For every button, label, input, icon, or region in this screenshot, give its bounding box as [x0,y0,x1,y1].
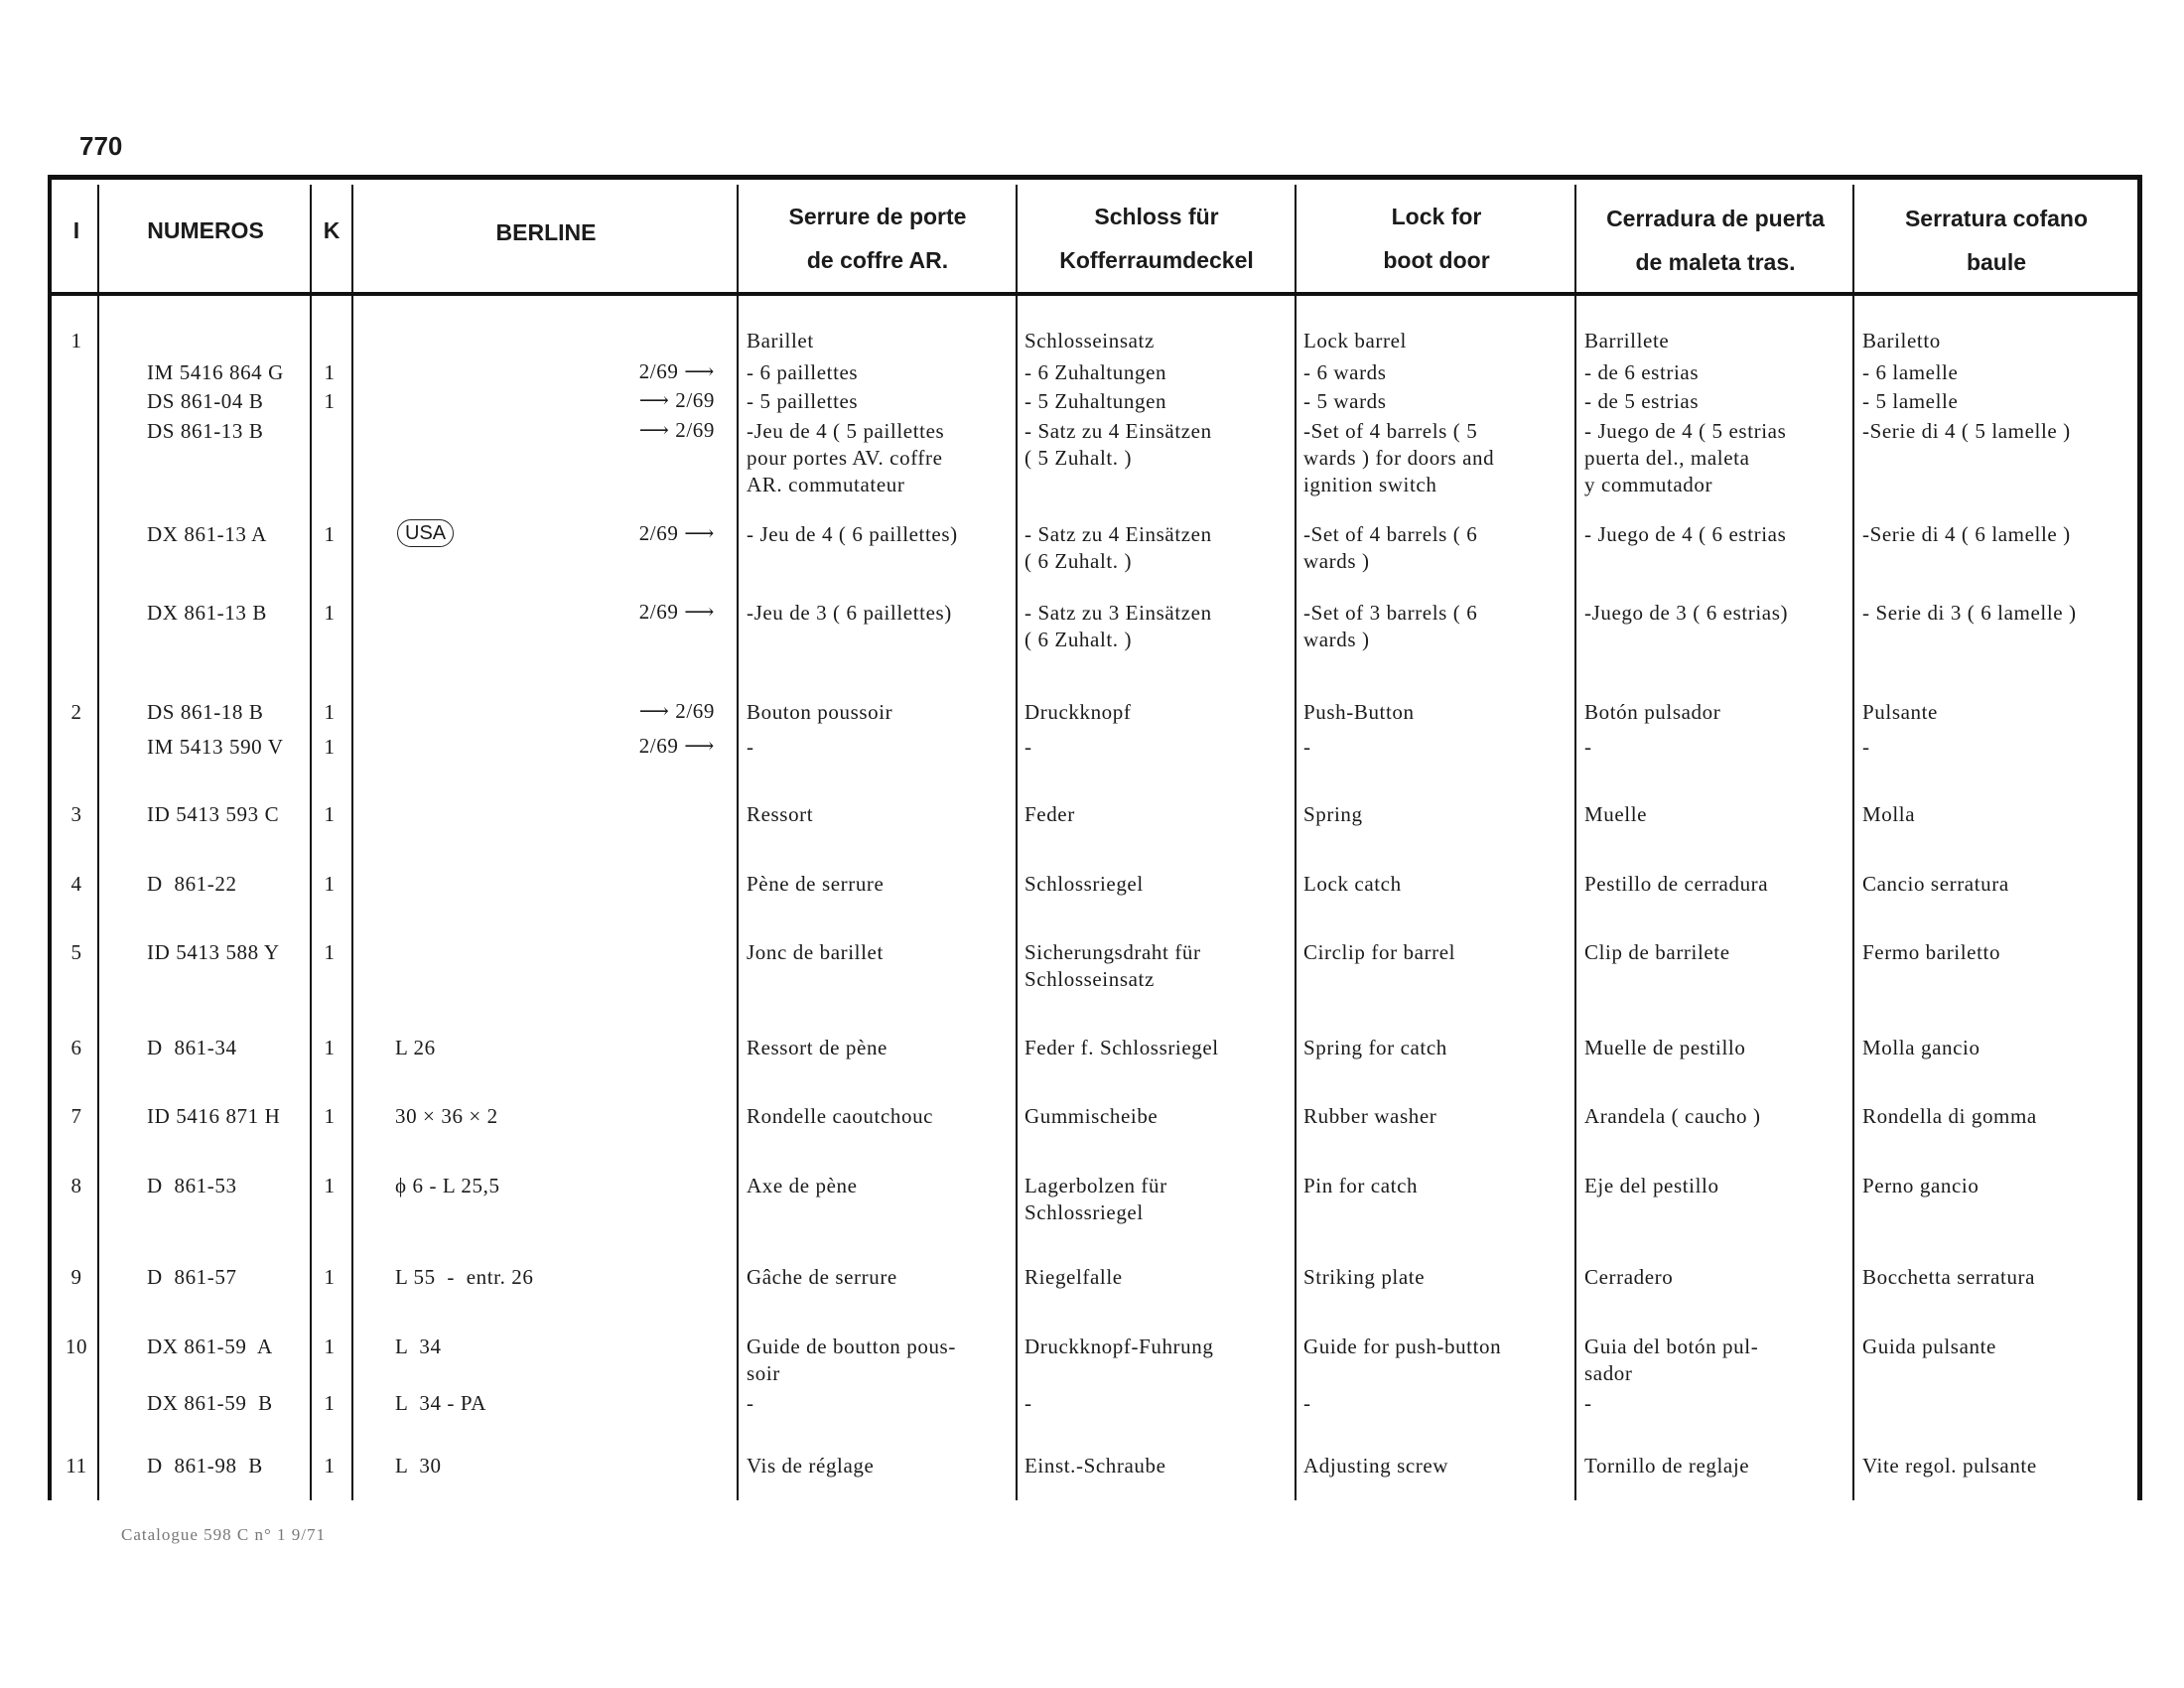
header-spanish-line: de maleta tras. [1635,249,1796,275]
header-english-line: boot door [1383,247,1490,273]
desc-french: Jonc de barillet [747,940,884,964]
desc-italian: - [1862,735,1870,759]
desc-french: Gâche de serrure [747,1265,897,1289]
desc-spanish: Arandela ( caucho ) [1584,1104,1761,1128]
desc-french: Rondelle caoutchouc [747,1104,934,1128]
item-index: 4 [70,872,82,896]
desc-english: - [1303,735,1311,759]
item-index: 2 [70,700,82,724]
header-spanish [1576,197,1854,284]
part-number: DX 861-13 A [147,522,267,546]
desc-german: - Satz zu 4 Einsätzen ( 6 Zuhalt. ) [1024,522,1212,573]
item-index: 11 [66,1454,87,1477]
desc-italian: Molla gancio [1862,1036,1980,1059]
desc-italian: Bariletto [1862,329,1941,352]
header-french-line: Serrure de porte [788,204,967,229]
desc-italian: -Serie di 4 ( 6 lamelle ) [1862,522,2071,546]
desc-italian: Vite regol. pulsante [1862,1454,2037,1477]
desc-german: - [1024,735,1032,759]
quantity: 1 [324,700,336,724]
part-number: DS 861-04 B [147,389,264,413]
part-number: D 861-22 [147,872,237,896]
quantity: 1 [324,940,336,964]
desc-french: -Jeu de 3 ( 6 paillettes) [747,601,952,625]
desc-french: Vis de réglage [747,1454,875,1477]
desc-german: Feder [1024,802,1075,826]
berline-spec: L 34 - PA [395,1391,486,1415]
desc-french: Barillet [747,329,814,352]
validity-date: 2/69 ⟶ [638,600,715,624]
header-english [1297,195,1576,282]
desc-german: Gummischeibe [1024,1104,1159,1128]
header-k: K [323,217,341,243]
desc-italian: Bocchetta serratura [1862,1265,2036,1289]
item-index: 1 [70,329,82,352]
quantity: 1 [324,1265,336,1289]
part-number: D 861-57 [147,1265,237,1289]
desc-italian: -Serie di 4 ( 5 lamelle ) [1862,419,2071,443]
quantity: 1 [324,601,336,625]
berline-spec: L 30 [395,1454,442,1477]
page-number: 770 [79,131,123,161]
validity-date: ⟶ 2/69 [638,699,715,723]
part-number: IM 5416 864 G [147,360,284,384]
part-number: D 861-53 [147,1174,237,1197]
desc-french: - [747,735,754,759]
validity-date: 2/69 ⟶ [638,734,715,758]
desc-spanish: Eje del pestillo [1584,1174,1719,1197]
header-numeros: NUMEROS [147,217,264,243]
item-index: 3 [70,802,82,826]
desc-english: -Set of 4 barrels ( 5 wards ) for doors and ignition switch [1303,419,1495,496]
desc-italian: Guida pulsante [1862,1335,1996,1358]
desc-french: -Jeu de 4 ( 5 paillettes pour portes AV. coffre AR. commutateur [747,419,945,496]
desc-german: Druckknopf [1024,700,1132,724]
part-number: IM 5413 590 V [147,735,284,759]
column-divider [737,185,739,1500]
desc-french: Guide de boutton pous- soir [747,1335,956,1385]
part-number: ID 5413 593 C [147,802,280,826]
desc-spanish: Muelle de pestillo [1584,1036,1746,1059]
desc-english: Lock barrel [1303,329,1407,352]
desc-spanish: - [1584,735,1592,759]
desc-spanish: Pestillo de cerradura [1584,872,1769,896]
desc-english: Circlip for barrel [1303,940,1456,964]
part-number: DX 861-13 B [147,601,267,625]
header-english-line: Lock for [1391,204,1482,229]
quantity: 1 [324,872,336,896]
column-divider [48,175,52,1500]
desc-spanish: Muelle [1584,802,1648,826]
desc-german: Riegelfalle [1024,1265,1123,1289]
desc-spanish: - de 6 estrias [1584,360,1700,384]
quantity: 1 [324,1335,336,1358]
desc-italian: - 5 lamelle [1862,389,1959,413]
desc-german: Einst.-Schraube [1024,1454,1166,1477]
quantity: 1 [324,360,336,384]
desc-spanish: - Juego de 4 ( 6 estrias [1584,522,1787,546]
item-index: 8 [70,1174,82,1197]
desc-german: - [1024,1391,1032,1415]
desc-italian: Molla [1862,802,1916,826]
desc-french: Ressort de pène [747,1036,887,1059]
desc-french: - [747,1391,754,1415]
desc-english: Pin for catch [1303,1174,1419,1197]
validity-date: ⟶ 2/69 [638,418,715,442]
item-index: 10 [65,1335,88,1358]
desc-english: Adjusting screw [1303,1454,1449,1477]
desc-italian: Perno gancio [1862,1174,1979,1197]
quantity: 1 [324,735,336,759]
header-german-line: Kofferraumdeckel [1059,247,1254,273]
desc-german: Schlossriegel [1024,872,1144,896]
desc-german: - Satz zu 3 Einsätzen ( 6 Zuhalt. ) [1024,601,1212,651]
desc-english: - 6 wards [1303,360,1387,384]
desc-english: Push-Button [1303,700,1415,724]
desc-french: Pène de serrure [747,872,885,896]
desc-italian: - Serie di 3 ( 6 lamelle ) [1862,601,2077,625]
item-index: 7 [70,1104,82,1128]
desc-italian: - 6 lamelle [1862,360,1959,384]
part-number: D 861-98 B [147,1454,263,1477]
validity-date: ⟶ 2/69 [638,388,715,412]
header-italian-line: baule [1966,249,2027,275]
desc-german: Sicherungsdraht für Schlosseinsatz [1024,940,1201,991]
quantity: 1 [324,1036,336,1059]
desc-french: - 5 paillettes [747,389,859,413]
desc-german: - 5 Zuhaltungen [1024,389,1167,413]
berline-spec: 30 × 36 × 2 [395,1104,498,1128]
desc-german: Feder f. Schlossriegel [1024,1036,1219,1059]
desc-english: -Set of 3 barrels ( 6 wards ) [1303,601,1478,651]
column-divider [351,185,353,1500]
desc-english: Striking plate [1303,1265,1426,1289]
header-spanish-line: Cerradura de puerta [1606,206,1825,231]
desc-english: - 5 wards [1303,389,1387,413]
header-french [739,195,1017,282]
header-german [1018,195,1296,282]
header-bottom-rule [48,292,2142,296]
header-italian-line: Serratura cofano [1904,206,2089,231]
desc-spanish: - de 5 estrias [1584,389,1700,413]
part-number: ID 5413 588 Y [147,940,280,964]
desc-italian: Pulsante [1862,700,1938,724]
desc-german: Lagerbolzen für Schlossriegel [1024,1174,1167,1224]
desc-english: Spring for catch [1303,1036,1447,1059]
desc-german: Druckknopf-Fuhrung [1024,1335,1214,1358]
quantity: 1 [324,1391,336,1415]
header-index: I [72,217,80,243]
berline-spec: ϕ 6 - L 25,5 [395,1174,500,1197]
validity-date: 2/69 ⟶ [638,359,715,383]
desc-spanish: Botón pulsador [1584,700,1721,724]
desc-english: Rubber washer [1303,1104,1437,1128]
berline-spec: L 55 - entr. 26 [395,1265,534,1289]
desc-german: - 6 Zuhaltungen [1024,360,1167,384]
desc-spanish: -Juego de 3 ( 6 estrias) [1584,601,1789,625]
part-number: ID 5416 871 H [147,1104,281,1128]
desc-spanish: - Juego de 4 ( 5 estrias puerta del., maleta y commutador [1584,419,1787,496]
berline-spec: L 26 [395,1036,436,1059]
part-number: DS 861-18 B [147,700,264,724]
validity-date: 2/69 ⟶ [638,521,715,545]
catalogue-footer: Catalogue 598 C n° 1 9/71 [121,1525,327,1544]
item-index: 5 [70,940,82,964]
quantity: 1 [324,522,336,546]
desc-italian: Fermo bariletto [1862,940,2001,964]
desc-italian: Rondella di gomma [1862,1104,2037,1128]
desc-german: Schlosseinsatz [1024,329,1155,352]
header-german-line: Schloss für [1094,204,1219,229]
desc-french: - Jeu de 4 ( 6 paillettes) [747,522,958,546]
item-index: 9 [70,1265,82,1289]
desc-spanish: Clip de barrilete [1584,940,1730,964]
desc-english: - [1303,1391,1311,1415]
quantity: 1 [324,1454,336,1477]
desc-english: Spring [1303,802,1363,826]
desc-french: - 6 paillettes [747,360,859,384]
berline-spec: L 34 [395,1335,442,1358]
desc-spanish: Cerradero [1584,1265,1674,1289]
part-number: DX 861-59 A [147,1335,273,1358]
desc-german: - Satz zu 4 Einsätzen ( 5 Zuhalt. ) [1024,419,1212,470]
header-french-line: de coffre AR. [806,247,949,273]
quantity: 1 [324,389,336,413]
desc-french: Ressort [747,802,814,826]
usa-badge: USA [397,519,454,547]
quantity: 1 [324,1104,336,1128]
desc-italian: Cancio serratura [1862,872,2009,896]
desc-spanish: Guia del botón pul- sador [1584,1335,1759,1385]
header-berline: BERLINE [495,219,597,245]
desc-french: Axe de pène [747,1174,858,1197]
desc-spanish: Tornillo de reglaje [1584,1454,1750,1477]
desc-english: -Set of 4 barrels ( 6 wards ) [1303,522,1478,573]
part-number: DX 861-59 B [147,1391,273,1415]
desc-english: Guide for push-button [1303,1335,1502,1358]
table-top-rule [48,175,2142,180]
desc-french: Bouton poussoir [747,700,893,724]
item-index: 6 [70,1036,82,1059]
desc-english: Lock catch [1303,872,1402,896]
quantity: 1 [324,802,336,826]
desc-spanish: Barrillete [1584,329,1670,352]
quantity: 1 [324,1174,336,1197]
header-italian [1854,197,2138,284]
part-number: D 861-34 [147,1036,237,1059]
column-divider [97,185,99,1500]
desc-spanish: - [1584,1391,1592,1415]
part-number: DS 861-13 B [147,419,264,443]
